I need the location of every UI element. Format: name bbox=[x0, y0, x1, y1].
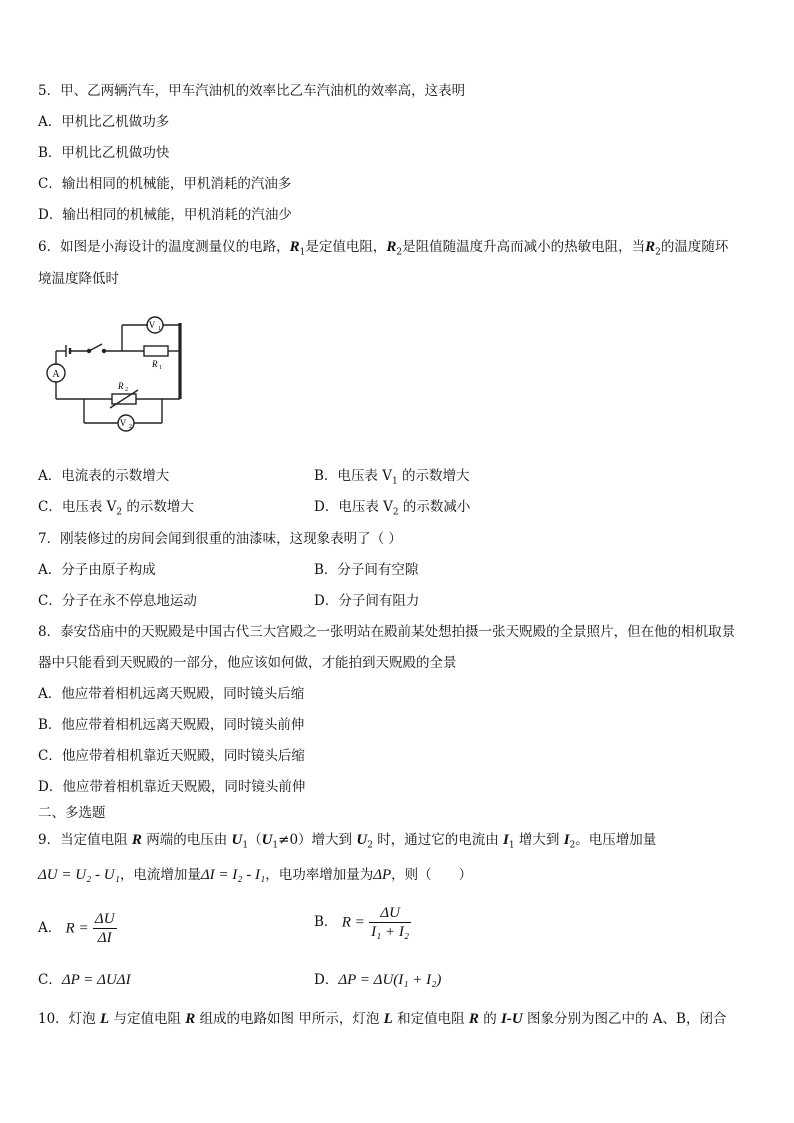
v1-sub: 1 bbox=[158, 326, 161, 332]
section-heading-multiple-choice: 二、多选题 bbox=[38, 805, 106, 821]
q9-option-c: C．ΔP = ΔUΔI bbox=[38, 972, 131, 988]
q7-option-d: D．分子间有阻力 bbox=[314, 593, 420, 609]
q7-stem: 7．刚装修过的房间会闻到很重的油漆味，这现象表明了（ ） bbox=[38, 531, 402, 547]
r1-label: R bbox=[152, 359, 158, 369]
q6-option-c: C．电压表 $V_2$ 的示数增大 bbox=[38, 499, 194, 518]
q8-option-b: B．他应带着相机远离天贶殿，同时镜头前伸 bbox=[38, 717, 305, 733]
q6-circuit-diagram bbox=[44, 313, 194, 438]
q8-option-a: A．他应带着相机远离天贶殿，同时镜头后缩 bbox=[38, 686, 305, 702]
q9-option-a: A． R = $\frac{\Delta U}{\Delta I}$ bbox=[38, 911, 115, 946]
q5-stem: 5．甲、乙两辆汽车，甲车汽油机的效率比乙车汽油机的效率高，这表明 bbox=[38, 83, 466, 99]
v2-label: V bbox=[119, 418, 127, 428]
v2-sub: 2 bbox=[129, 424, 132, 430]
r1-sub: 1 bbox=[159, 365, 162, 371]
q5-option-a: A．甲机比乙机做功多 bbox=[38, 114, 170, 130]
q9-option-d: D．ΔP = ΔU(I₁ + I₂) bbox=[314, 972, 442, 988]
q5-option-c: C．输出相同的机械能，甲机消耗的汽油多 bbox=[38, 176, 292, 192]
q9-option-b: B． R = $\frac{\Delta U}{\text{I₁ + I₂}}$ bbox=[314, 905, 410, 940]
q8-stem-line2: 器中只能看到天贶殿的一部分，他应该如何做，才能拍到天贶殿的全景 bbox=[38, 655, 457, 671]
q8-stem-line1: 8．泰安岱庙中的天贶殿是中国古代三大宫殿之一张明站在殿前某处想拍摄一张天贶殿的全景照片，但在他的相机取景 bbox=[38, 624, 736, 640]
q7-option-b: B．分子间有空隙 bbox=[314, 562, 419, 578]
q9-stem-line1: 9．当定值电阻 R 两端的电压由 $U_1(U_1\ne 0)$增大到 $U_2$ 时，通过它的电流由 $I_1$ 增大到 $I_2$。电压增加量 bbox=[38, 832, 657, 851]
q6-stem-line1: 6．如图是小海设计的温度测量仪的电路，$R_1$是定值电阻，$R_2$是阻值随温度升高而减小的热敏电阻，当$R_2$的温度随环 bbox=[38, 239, 729, 258]
r2-label: R bbox=[118, 381, 124, 391]
thermistor-arrow bbox=[110, 390, 138, 408]
q6-option-a: A．电流表的示数增大 bbox=[38, 468, 170, 484]
v1-label: V bbox=[148, 320, 156, 330]
q6-option-b: B．电压表 $V_1$ 的示数增大 bbox=[314, 468, 470, 487]
q7-option-c: C．分子在永不停息地运动 bbox=[38, 593, 197, 609]
q5-option-d: D．输出相同的机械能，甲机消耗的汽油少 bbox=[38, 207, 292, 223]
q8-option-d: D．他应带着相机靠近天贶殿，同时镜头前伸 bbox=[38, 779, 306, 795]
q5-option-b: B．甲机比乙机做功快 bbox=[38, 145, 170, 161]
ammeter-label: A bbox=[52, 369, 60, 380]
r2-sub: 2 bbox=[125, 387, 128, 393]
switch-blade bbox=[89, 344, 102, 351]
q7-option-a: A．分子由原子构成 bbox=[38, 562, 156, 578]
q9-stem-line2: ΔU = U₂ - U₁，电流增加量ΔI = I₂ - I₁，电功率增加量为ΔP，则（ ） bbox=[38, 867, 473, 883]
resistor-r1 bbox=[144, 346, 168, 356]
q6-option-d: D．电压表 $V_2$ 的示数减小 bbox=[314, 499, 471, 518]
q10-stem: 10．灯泡 L 与定值电阻 R 组成的电路如图 甲所示，灯泡 L 和定值电阻 R 的 I-U 图象分别为图乙中的 A、B，闭合 bbox=[38, 1011, 727, 1027]
q6-stem-line2: 境温度降低时 bbox=[38, 271, 119, 287]
q8-option-c: C．他应带着相机靠近天贶殿，同时镜头后缩 bbox=[38, 748, 305, 764]
